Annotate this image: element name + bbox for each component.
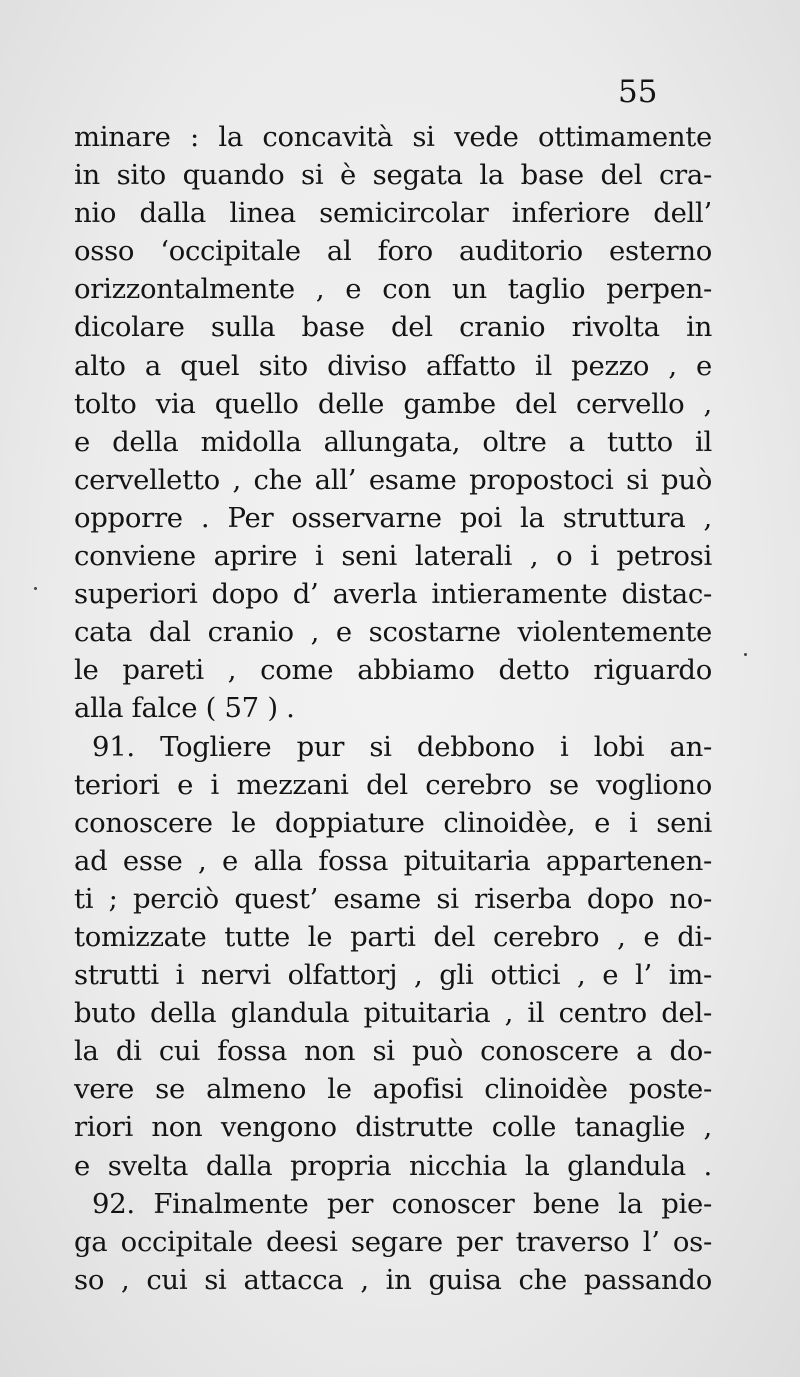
text-line: alto a quel sito diviso affatto il pezzo , e bbox=[74, 349, 712, 382]
text-line: osso ‘occipitale al foro auditorio esterno bbox=[74, 235, 712, 268]
text-line: 91. Togliere pur si debbono i lobi an- bbox=[92, 730, 712, 763]
text-line: e della midolla allungata, oltre a tutto il bbox=[74, 425, 712, 458]
text-line: so , cui si attacca , in guisa che passando bbox=[74, 1263, 712, 1296]
body-text bbox=[74, 118, 712, 1299]
text-line: in sito quando si è segata la base del cra- bbox=[74, 159, 712, 192]
text-line: ti ; perciò quest’ esame si riserba dopo no- bbox=[74, 882, 712, 915]
text-line: buto della glandula pituitaria , il centro del- bbox=[74, 997, 712, 1030]
text-line: cata dal cranio , e scostarne violentemente bbox=[74, 616, 712, 649]
text-line: le pareti , come abbiamo detto riguardo bbox=[74, 654, 712, 687]
text-line: tolto via quello delle gambe del cervello , bbox=[74, 387, 712, 420]
text-line: orizzontalmente , e con un taglio perpen- bbox=[74, 273, 712, 306]
text-line: superiori dopo d’ averla intieramente distac- bbox=[74, 578, 712, 611]
text-line: minare : la concavità si vede ottimamente bbox=[74, 121, 712, 153]
print-speck bbox=[744, 653, 747, 656]
text-line: alla falce ( 57 ) . bbox=[74, 692, 295, 725]
text-line: conoscere le doppiature clinoidèe, e i seni bbox=[74, 806, 712, 839]
print-speck bbox=[34, 587, 37, 590]
text-line: cervelletto , che all’ esame propostoci si può bbox=[74, 463, 712, 496]
page-number: 55 bbox=[618, 74, 658, 110]
text-line: conviene aprire i seni laterali , o i petrosi bbox=[74, 540, 712, 573]
text-line: opporre . Per osservarne poi la struttura , bbox=[74, 501, 712, 534]
text-line: dicolare sulla base del cranio rivolta in bbox=[74, 311, 712, 344]
text-line: teriori e i mezzani del cerebro se vogliono bbox=[74, 768, 712, 801]
text-line: vere se almeno le apofisi clinoidèe poste- bbox=[74, 1073, 712, 1106]
text-line: riori non vengono distrutte colle tanaglie , bbox=[74, 1111, 712, 1144]
text-line: e svelta dalla propria nicchia la glandula . bbox=[74, 1149, 712, 1182]
text-line: ad esse , e alla fossa pituitaria appartenen- bbox=[74, 844, 712, 877]
text-line: 92. Finalmente per conoscer bene la pie- bbox=[92, 1187, 712, 1220]
text-line: strutti i nervi olfattorj , gli ottici , e l’ im- bbox=[74, 959, 712, 992]
text-line: nio dalla linea semicircolar inferiore dell’ bbox=[74, 197, 712, 230]
text-line: tomizzate tutte le parti del cerebro , e di- bbox=[74, 920, 712, 953]
text-line: la di cui fossa non si può conoscere a do- bbox=[74, 1035, 712, 1068]
text-line: ga occipitale deesi segare per traverso l’ os- bbox=[74, 1225, 712, 1258]
